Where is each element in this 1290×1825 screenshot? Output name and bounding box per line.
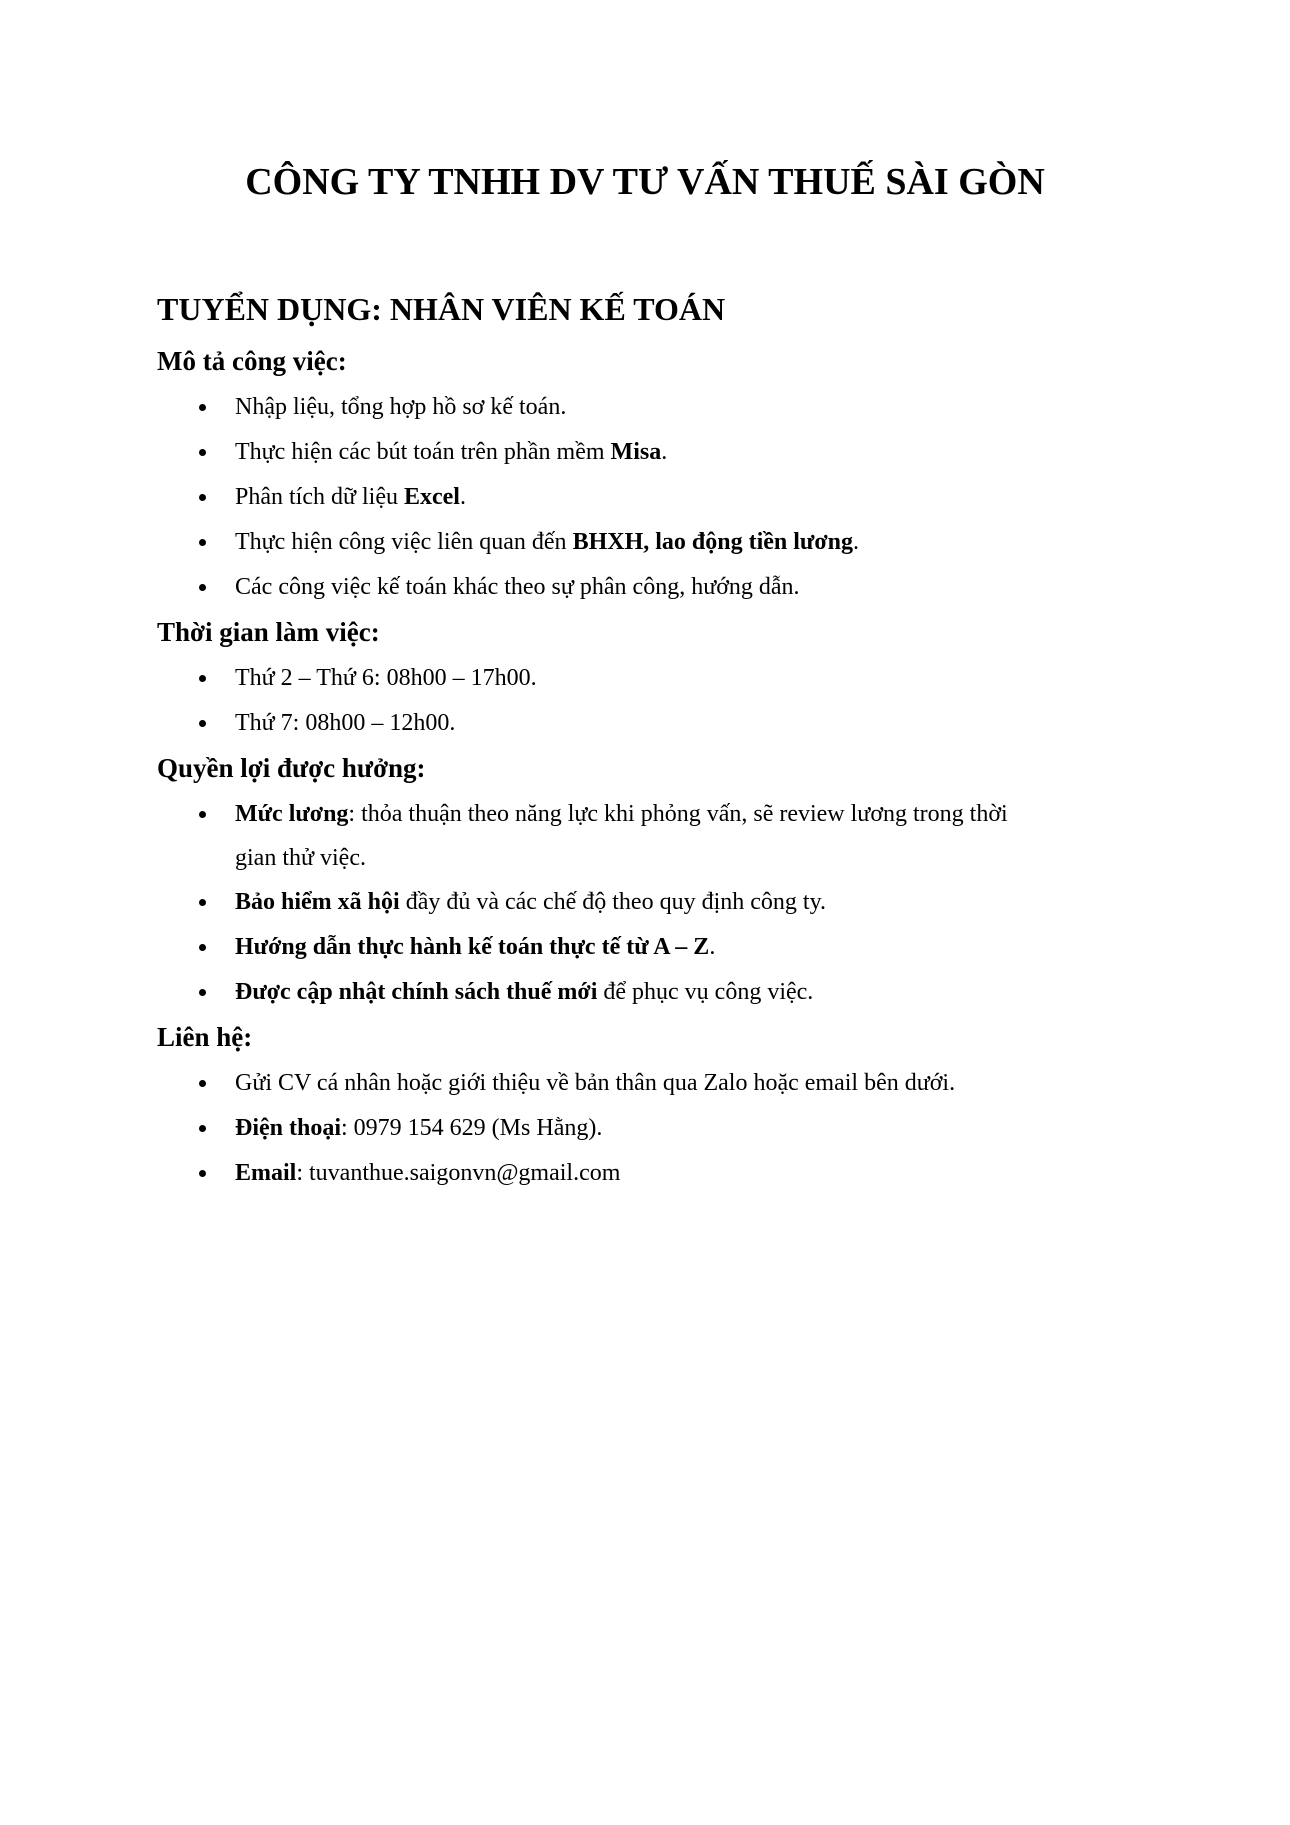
list-item: Thứ 7: 08h00 – 12h00. xyxy=(157,701,1157,746)
benefits-list xyxy=(157,792,1157,1015)
document-body xyxy=(157,287,1157,1200)
description-list xyxy=(157,385,1157,610)
list-item: Thực hiện các bút toán trên phần mềm Misa. xyxy=(157,430,1157,475)
list-item: Thứ 2 – Thứ 6: 08h00 – 17h00. xyxy=(157,656,1157,701)
job-title: TUYỂN DỤNG: NHÂN VIÊN KẾ TOÁN xyxy=(157,291,726,327)
list-item: Bảo hiểm xã hội đầy đủ và các chế độ theo quy định công ty. xyxy=(157,880,1157,925)
contact-email: Email: tuvanthue.saigonvn@gmail.com xyxy=(157,1151,1157,1196)
list-item: Nhập liệu, tổng hợp hồ sơ kế toán. xyxy=(157,385,1157,430)
list-item: Được cập nhật chính sách thuế mới để phục vụ công việc. xyxy=(157,970,1157,1015)
benefits-heading: Quyền lợi được hưởng: xyxy=(157,753,426,783)
list-item: Thực hiện công việc liên quan đến BHXH, lao động tiền lương. xyxy=(157,520,1157,565)
contact-list xyxy=(157,1061,1157,1196)
contact-heading: Liên hệ: xyxy=(157,1022,253,1052)
schedule-list xyxy=(157,656,1157,746)
company-name: CÔNG TY TNHH DV TƯ VẤN THUẾ SÀI GÒN xyxy=(245,161,1045,203)
contact-phone: Điện thoại: 0979 154 629 (Ms Hằng). xyxy=(157,1106,1157,1151)
list-item: Các công việc kế toán khác theo sự phân công, hướng dẫn. xyxy=(157,565,1157,610)
list-item: Hướng dẫn thực hành kế toán thực tế từ A – Z. xyxy=(157,925,1157,970)
list-item: Mức lương: thỏa thuận theo năng lực khi phỏng vấn, sẽ review lương trong thời gian thử việc. xyxy=(157,792,1157,880)
description-heading: Mô tả công việc: xyxy=(157,346,347,376)
list-item: Phân tích dữ liệu Excel. xyxy=(157,475,1157,520)
schedule-heading: Thời gian làm việc: xyxy=(157,617,380,647)
list-item: Gửi CV cá nhân hoặc giới thiệu về bản thân qua Zalo hoặc email bên dưới. xyxy=(157,1061,1157,1106)
